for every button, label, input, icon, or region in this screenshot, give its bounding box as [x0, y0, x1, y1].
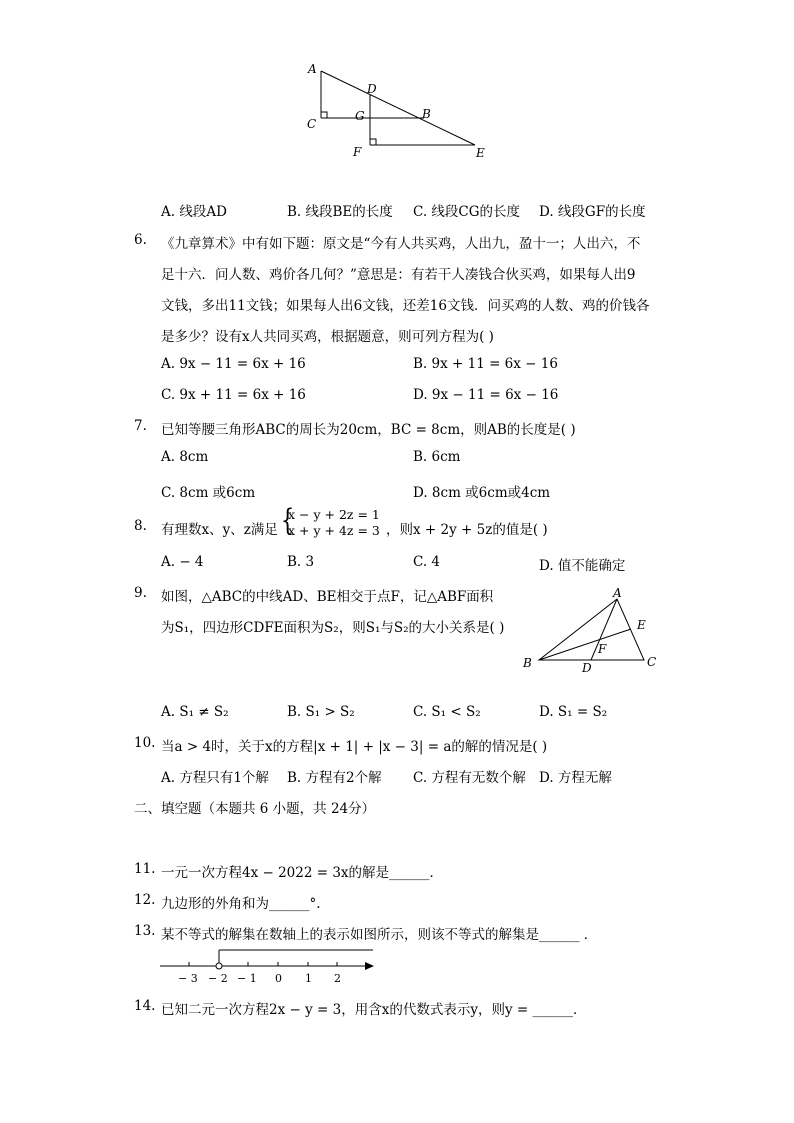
q9-option-d[interactable]: D. S₁ = S₂: [539, 704, 608, 720]
tick-label: 1: [305, 972, 312, 985]
q12-number: 12.: [134, 892, 156, 908]
q6-line-3: 文钱，多出11文钱；如果每人出6文钱，还差16文钱．问买鸡的人数、鸡的价钱各: [161, 298, 650, 314]
label-b: B: [422, 107, 431, 121]
label-f: F: [353, 145, 362, 159]
label-c: C: [307, 117, 317, 131]
q6-option-b[interactable]: B. 9x + 11 = 6x − 16: [413, 356, 558, 372]
q11-text: 一元一次方程4x − 2022 = 3x的解是______．: [161, 865, 444, 881]
axis-arrow-icon: [365, 962, 374, 970]
q10-option-d[interactable]: D. 方程无解: [539, 770, 612, 786]
section-title-fill-in: 二、填空题（本题共 6 小题，共 24分）: [134, 801, 376, 817]
figure-right-triangles: [300, 58, 500, 168]
q13-number: 13.: [134, 923, 156, 939]
figure-triangle-medians: [518, 584, 663, 676]
q5-option-b[interactable]: B. 线段BE的长度: [287, 204, 393, 220]
q10-option-c[interactable]: C. 方程有无数个解: [413, 770, 526, 786]
segment-ae: [321, 71, 475, 145]
q8-option-c[interactable]: C. 4: [413, 554, 441, 570]
q8-equation-1: x − y + 2z = 1: [288, 507, 380, 522]
q10-number: 10.: [134, 735, 156, 751]
q8-brace: {: [280, 503, 295, 538]
q7-option-d[interactable]: D. 8cm 或6cm或4cm: [413, 485, 551, 501]
q11-number: 11.: [134, 861, 156, 877]
q5-option-a[interactable]: A. 线段AD: [161, 204, 227, 220]
fig9-label-f: F: [598, 642, 607, 656]
q14-text: 已知二元一次方程2x − y = 3，用含x的代数式表示y，则y = ______．: [161, 1002, 587, 1018]
q9-number: 9.: [134, 585, 147, 601]
q6-option-a[interactable]: A. 9x − 11 = 6x + 16: [161, 356, 306, 372]
median-be: [539, 629, 631, 660]
open-circle-icon: [216, 963, 222, 969]
q10-text: 当a > 4时，关于x的方程|x + 1| + |x − 3| = a的解的情况是( ): [161, 739, 548, 755]
number-line: [158, 944, 383, 988]
fig9-label-c: C: [647, 655, 657, 669]
label-a: A: [308, 62, 317, 76]
tick-label: − 3: [178, 972, 198, 985]
label-g: G: [355, 109, 365, 123]
q8-option-d[interactable]: D. 值不能确定: [539, 558, 626, 574]
q6-line-4: 是多少？设有x人共同买鸡，根据题意，则可列方程为( ): [161, 329, 494, 345]
q8-equation-2: x + y + 4z = 3: [288, 523, 380, 538]
fig9-label-e: E: [637, 618, 646, 632]
right-angle-mark-f: [370, 139, 376, 145]
q9-option-a[interactable]: A. S₁ ≠ S₂: [161, 704, 229, 720]
q6-line-1: 《九章算术》中有如下题：原文是“今有人共买鸡，人出九，盈十一；人出六，不: [161, 236, 641, 252]
label-e: E: [476, 146, 485, 160]
label-d: D: [367, 82, 377, 96]
q9-line-1: 如图，△ABC的中线AD、BE相交于点F，记△ABF面积: [161, 589, 494, 605]
q6-number: 6.: [134, 232, 147, 248]
q8-option-b[interactable]: B. 3: [287, 554, 315, 570]
fig9-label-a: A: [613, 586, 622, 600]
q8-suffix: ，则x + 2y + 5z的值是( ): [386, 522, 548, 538]
tick-label: 0: [275, 972, 282, 985]
right-angle-mark-c: [321, 112, 327, 118]
q9-line-2: 为S₁，四边形CDFE面积为S₂，则S₁与S₂的大小关系是( ): [161, 620, 505, 636]
q7-option-c[interactable]: C. 8cm 或6cm: [161, 485, 256, 501]
q8-number: 8.: [134, 518, 147, 534]
q6-option-d[interactable]: D. 9x − 11 = 6x − 16: [413, 387, 559, 403]
q13-text: 某不等式的解集在数轴上的表示如图所示，则该不等式的解集是______ ．: [161, 927, 598, 943]
tick-label: − 2: [208, 972, 228, 985]
q7-option-a[interactable]: A. 8cm: [161, 449, 209, 465]
q9-option-c[interactable]: C. S₁ < S₂: [413, 704, 481, 720]
tick-label: 2: [334, 972, 341, 985]
q6-option-c[interactable]: C. 9x + 11 = 6x + 16: [161, 387, 306, 403]
q5-option-c[interactable]: C. 线段CG的长度: [413, 204, 521, 220]
tick-label: − 1: [237, 972, 257, 985]
fig9-label-b: B: [523, 656, 532, 670]
q7-option-b[interactable]: B. 6cm: [413, 449, 461, 465]
q7-number: 7.: [134, 418, 147, 434]
fig9-label-d: D: [582, 661, 592, 675]
q5-option-d[interactable]: D. 线段GF的长度: [539, 204, 646, 220]
q8-prefix: 有理数x、y、z满足: [161, 522, 278, 538]
q6-line-2: 足十六．问人数、鸡价各几何？”意思是：有若干人凑钱合伙买鸡，如果每人出9: [161, 267, 636, 283]
q10-option-a[interactable]: A. 方程只有1个解: [161, 770, 269, 786]
q9-option-b[interactable]: B. S₁ > S₂: [287, 704, 355, 720]
q12-text: 九边形的外角和为______°.: [161, 896, 321, 912]
q7-text: 已知等腰三角形ABC的周长为20cm，BC = 8cm，则AB的长度是( ): [161, 422, 576, 438]
q14-number: 14.: [134, 998, 156, 1014]
q10-option-b[interactable]: B. 方程有2个解: [287, 770, 382, 786]
q8-option-a[interactable]: A. − 4: [161, 554, 204, 570]
